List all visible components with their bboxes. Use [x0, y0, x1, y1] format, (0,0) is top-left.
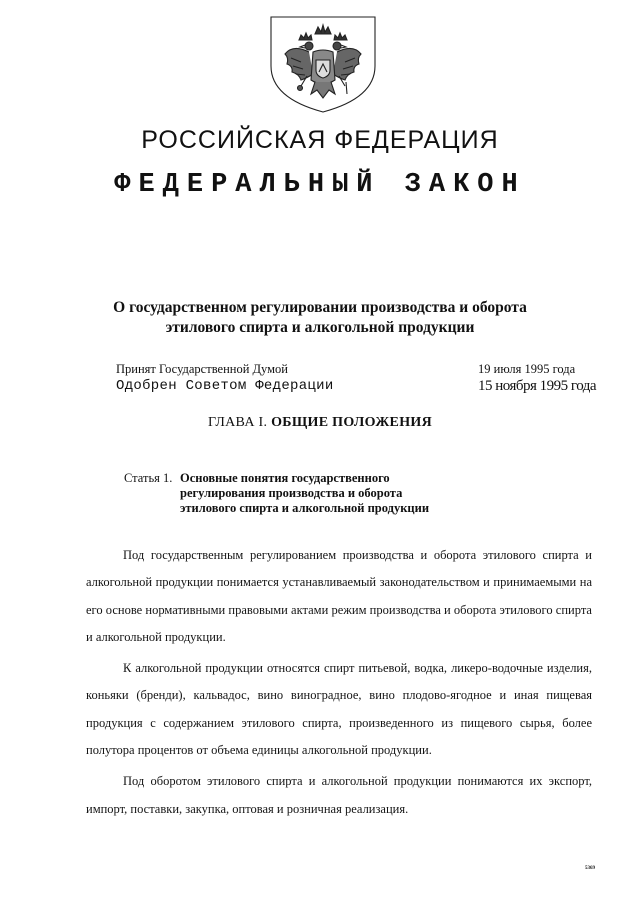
coat-of-arms-emblem: [263, 14, 383, 114]
paragraph-2: К алкогольной продукции относятся спирт питьевой, водка, ликеро-водочные изделия, коньяки (бренди), кальвадос, вино виноградное, вино плодово-ягодное и иная пищевая продукция с содержанием этилового спирта, произведенного из пищевого сырья, более полутора процентов от объема единицы алкогольной продукции.: [86, 661, 592, 758]
law-title: [0, 298, 640, 338]
paragraph-1: Под государственным регулированием производства и оборота этилового спирта и алкогольной продукции понимается устанавливаемый законодательством и принимаемыми на его основе нормативными правовыми актами режим производства и оборота этилового спирта и алкогольной продукции.: [86, 548, 592, 644]
law-type-heading: ФЕДЕРАЛЬНЫЙ ЗАКОН: [114, 170, 526, 200]
chapter-title: ОБЩИЕ ПОЛОЖЕНИЯ: [271, 415, 432, 430]
page-number: 5369: [585, 866, 595, 871]
duma-adoption-date: 19 июля 1995 года: [478, 362, 576, 376]
country-name: РОССИЙСКАЯ ФЕДЕРАЦИЯ: [141, 126, 499, 154]
chapter-prefix: ГЛАВА I.: [208, 415, 268, 430]
article-label: Статья 1.: [124, 471, 173, 485]
article-title: Основные понятия государственного регулирования производства и оборота этилового спирта и алкогольной продукции: [180, 471, 430, 515]
council-approval-label: Одобрен Советом Федерации: [116, 378, 334, 394]
chapter-heading: [0, 415, 640, 431]
article-body: [86, 542, 592, 823]
council-approval-date: 15 ноября 1995 года: [478, 378, 597, 394]
duma-adoption-label: Принят Государственной Думой: [116, 362, 288, 376]
law-title-line-1: О государственном регулировании производства и оборота: [113, 299, 527, 316]
russian-coat-of-arms-icon: [263, 14, 383, 114]
paragraph-3: Под оборотом этилового спирта и алкогольной продукции понимаются их экспорт, импорт, поставки, закупка, оптовая и розничная реализация.: [86, 774, 592, 816]
law-title-line-2: этилового спирта и алкогольной продукции: [165, 319, 475, 336]
